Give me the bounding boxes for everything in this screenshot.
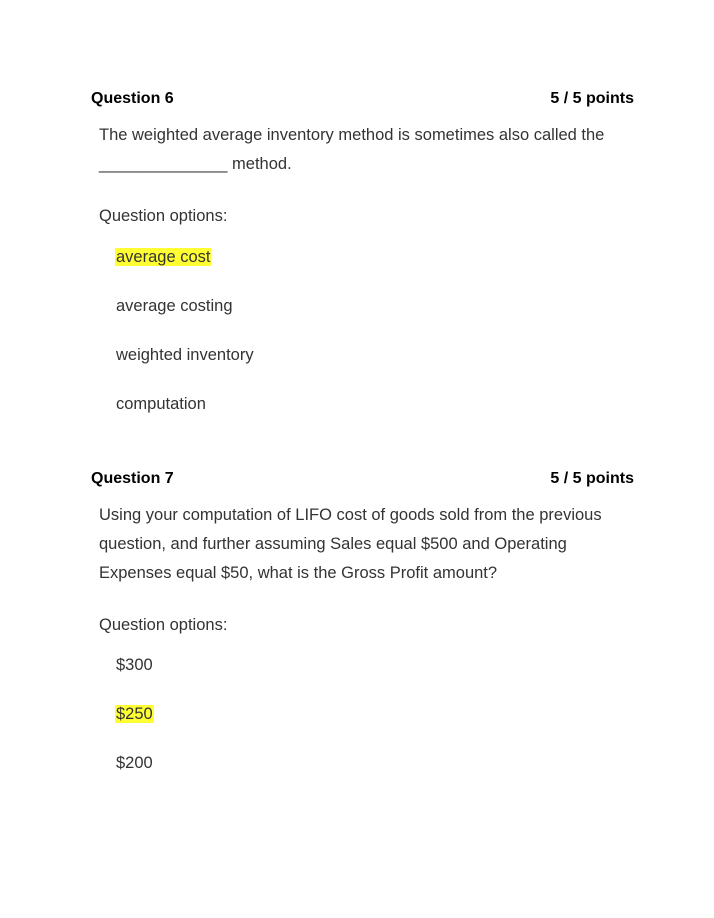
option-label: $300 <box>116 656 153 674</box>
option-300[interactable] <box>115 655 154 675</box>
option-average-cost[interactable] <box>115 247 211 267</box>
question-points: 5 / 5 points <box>550 470 634 487</box>
option-label: computation <box>116 395 206 413</box>
option-label: average costing <box>116 297 233 315</box>
option-label: average cost <box>116 248 211 266</box>
question-text: The weighted average inventory method is sometimes also called the ______________ method. <box>99 126 605 173</box>
option-label: $200 <box>116 754 153 772</box>
option-200[interactable] <box>115 753 154 773</box>
option-computation[interactable] <box>115 394 207 414</box>
option-label: $250 <box>116 705 153 723</box>
question-points: 5 / 5 points <box>550 90 634 107</box>
question-options-label: Question options: <box>99 616 228 634</box>
question-options-label: Question options: <box>99 207 228 225</box>
question-text: Using your computation of LIFO cost of goods sold from the previous question, and further assuming Sales equal $500 and Operating Expenses equal $50, what is the Gross Profit amount? <box>99 506 602 582</box>
option-weighted-inventory[interactable] <box>115 345 255 365</box>
option-250[interactable] <box>115 704 154 724</box>
option-average-costing[interactable] <box>115 296 234 316</box>
question-title: Question 7 <box>91 470 174 487</box>
question-title: Question 6 <box>91 90 174 107</box>
option-label: weighted inventory <box>116 346 254 364</box>
